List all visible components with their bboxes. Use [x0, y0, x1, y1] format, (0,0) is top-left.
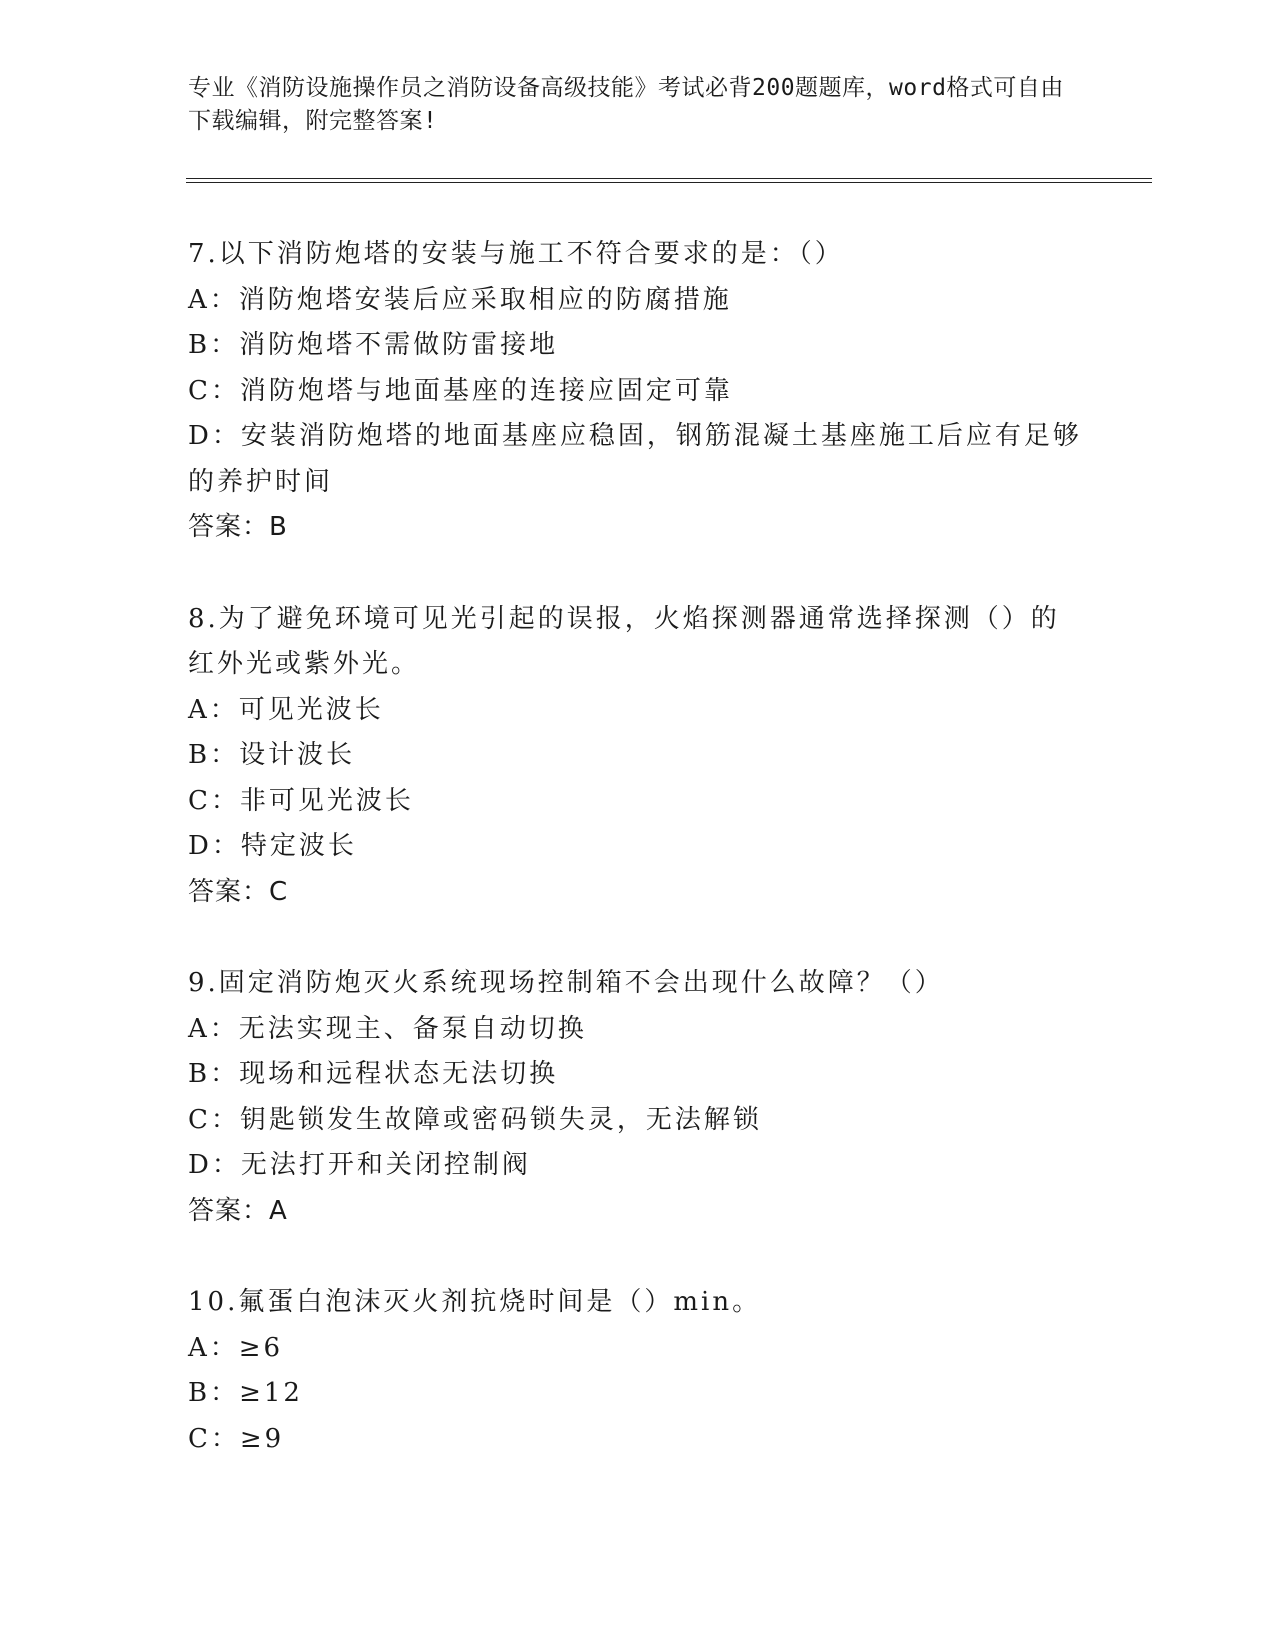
question-option: C：钥匙锁发生故障或密码锁失灵，无法解锁: [188, 1104, 762, 1135]
question-option: A：消防炮塔安装后应采取相应的防腐措施: [188, 284, 732, 315]
question-option: D：特定波长: [188, 831, 357, 861]
question-option: B：消防炮塔不需做防雷接地: [188, 330, 559, 360]
question-stem: 10.氟蛋白泡沫灭火剂抗烧时间是（）min。: [188, 1287, 762, 1317]
question-answer: 答案：C: [188, 876, 289, 907]
question-stem: 7.以下消防炮塔的安装与施工不符合要求的是：（）: [188, 239, 844, 269]
question-stem: 8.为了避免环境可见光引起的误报，火焰探测器通常选择探测（）的红外光或紫外光。: [188, 603, 1060, 679]
question-option: C：消防炮塔与地面基座的连接应固定可靠: [188, 375, 733, 406]
question-stem: 9.固定消防炮灭火系统现场控制箱不会出现什么故障？（）: [188, 968, 944, 998]
question-option: B：设计波长: [188, 740, 356, 770]
question-option: A：无法实现主、备泵自动切换: [188, 1013, 587, 1044]
question-item: [188, 961, 1088, 1234]
question-option: D：无法打开和关闭控制阀: [188, 1150, 531, 1180]
question-option: A：可见光波长: [188, 694, 384, 725]
question-option: D：安装消防炮塔的地面基座应稳固，钢筋混凝土基座施工后应有足够的养护时间: [188, 421, 1082, 497]
question-option: C：非可见光波长: [188, 785, 414, 816]
question-option: B：现场和远程状态无法切换: [188, 1059, 559, 1089]
question-list: [188, 232, 1088, 1508]
question-item: [188, 232, 1088, 551]
question-item: [188, 597, 1088, 916]
question-answer: 答案：A: [188, 1195, 288, 1226]
header-double-rule: [186, 178, 1152, 183]
question-option: B：≥12: [188, 1378, 303, 1408]
document-intro: 专业《消防设施操作员之消防设备高级技能》考试必背200题题库，word格式可自由下载编辑，附完整答案!: [188, 75, 1064, 134]
question-option: A：≥6: [188, 1332, 284, 1363]
question-answer: 答案：B: [188, 512, 288, 542]
question-item: [188, 1280, 1088, 1462]
question-option: C：≥9: [188, 1423, 285, 1454]
